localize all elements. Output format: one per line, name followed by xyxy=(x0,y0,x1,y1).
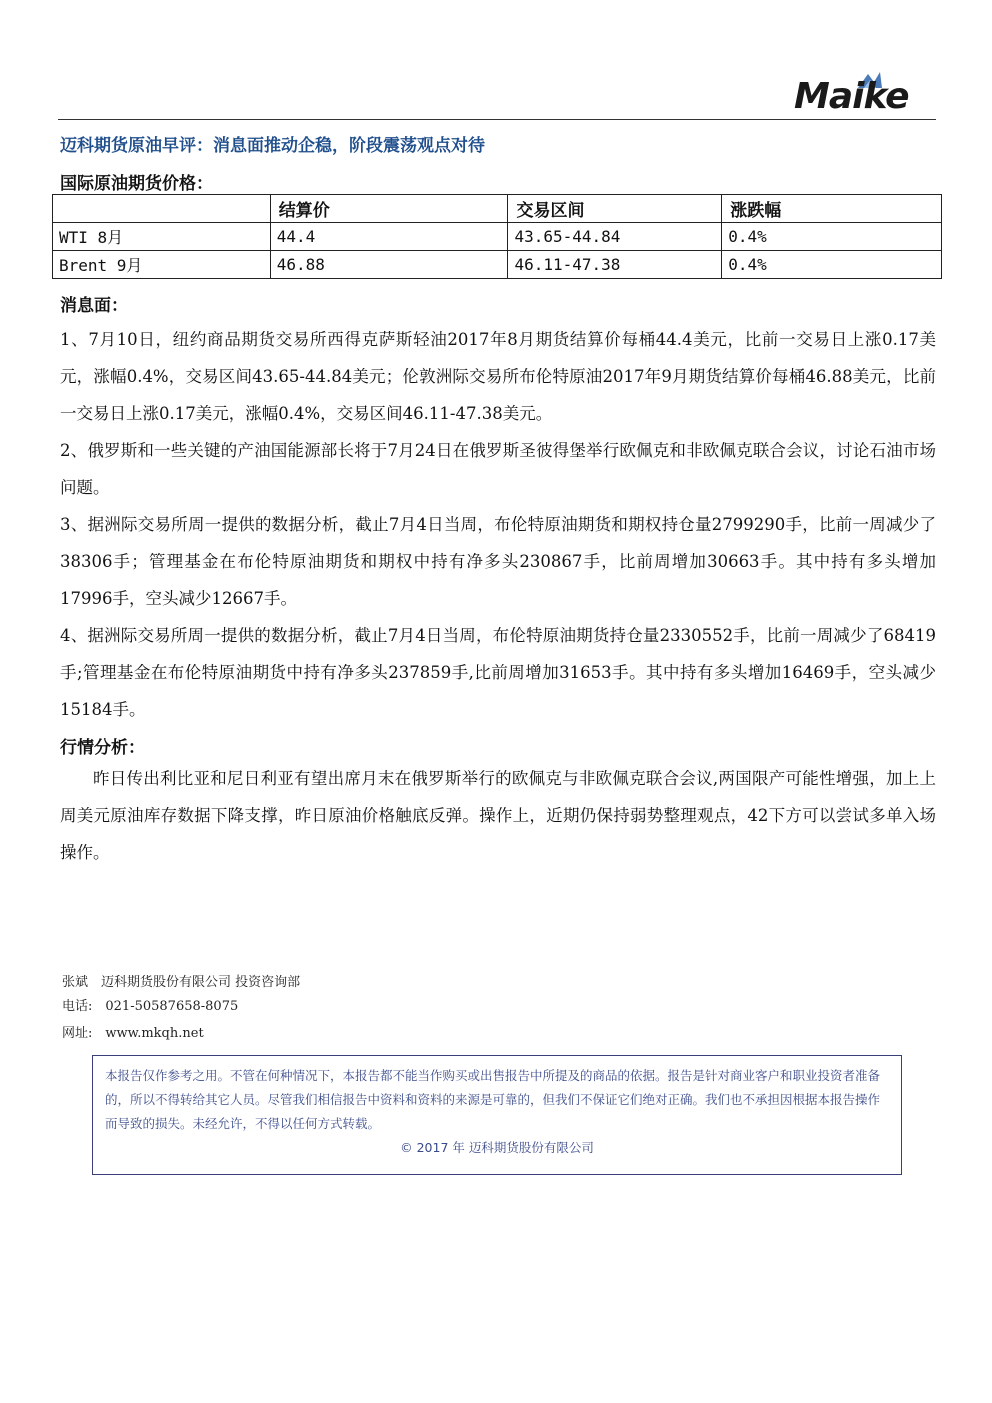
news-item-4: 4、据洲际交易所周一提供的数据分析，截止7月4日当周，布伦特原油期货持仓量2330552手，比前一周减少了68419手;管理基金在布伦特原油期货中持有净多头237859手,比前周增加31653手。其中持有多头增加16469手，空头减少15184手。 xyxy=(60,626,936,719)
analysis-text: 昨日传出利比亚和尼日利亚有望出席月末在俄罗斯举行的欧佩克与非欧佩克联合会议,两国限产可能性增强，加上上周美元原油库存数据下降支撑，昨日原油价格触底反弹。操作上，近期仍保持弱势整理观点，42下方可以尝试多单入场操作。 xyxy=(60,769,936,862)
news-heading: 消息面： xyxy=(60,296,128,316)
analysis-heading: 行情分析： xyxy=(60,738,145,758)
table-row xyxy=(53,251,942,279)
prices-heading: 国际原油期货价格： xyxy=(60,174,213,194)
price-table xyxy=(52,194,942,279)
table-cell: 0.4% xyxy=(722,251,942,279)
table-cell: 0.4% xyxy=(722,223,942,251)
column-header xyxy=(53,195,271,223)
disclaimer-box xyxy=(92,1055,902,1175)
disclaimer-text: 本报告仅作参考之用。不管在何种情况下，本报告都不能当作购买或出售报告中所提及的商品的依据。报告是针对商业客户和职业投资者准备的，所以不得转给其它人员。尽管我们相信报告中资料和资料的来源是可靠的，但我们不保证它们绝对正确。我们也不承担因根据本报告操作而导致的损失。未经允许，不得以任何方式转载。 xyxy=(105,1068,881,1131)
column-header: 涨跌幅 xyxy=(722,195,942,223)
table-cell: WTI 8月 xyxy=(53,223,271,251)
table-cell: 43.65-44.84 xyxy=(508,223,722,251)
news-item-2: 2、俄罗斯和一些关键的产油国能源部长将于7月24日在俄罗斯圣彼得堡举行欧佩克和非欧佩克联合会议，讨论石油市场问题。 xyxy=(60,441,936,497)
table-cell: 46.11-47.38 xyxy=(508,251,722,279)
page-title: 迈科期货原油早评：消息面推动企稳，阶段震荡观点对待 xyxy=(60,136,485,156)
copyright: © 2017 年 迈科期货股份有限公司 xyxy=(400,1140,594,1155)
header-rule xyxy=(58,119,936,120)
logo-text: Maike xyxy=(794,76,909,117)
footer-website: 网址: www.mkqh.net xyxy=(62,1026,204,1041)
footer-phone: 电话: 021-50587658-8075 xyxy=(62,999,239,1014)
table-cell: 44.4 xyxy=(270,223,508,251)
table-cell: 46.88 xyxy=(270,251,508,279)
column-header: 交易区间 xyxy=(508,195,722,223)
column-header: 结算价 xyxy=(270,195,508,223)
table-row xyxy=(53,223,942,251)
table-header-row xyxy=(53,195,942,223)
news-item-1: 1、7月10日，纽约商品期货交易所西得克萨斯轻油2017年8月期货结算价每桶44.4美元，比前一交易日上涨0.17美元，涨幅0.4%，交易区间43.65-44.84美元；伦敦洲际交易所布伦特原油2017年9月期货结算价每桶46.88美元，比前一交易日上涨0.17美元，涨幅0.4%，交易区间46.11-47.38美元。 xyxy=(60,330,936,423)
footer-author: 张斌 迈科期货股份有限公司 投资咨询部 xyxy=(62,975,301,990)
table-cell: Brent 9月 xyxy=(53,251,271,279)
news-item-3: 3、据洲际交易所周一提供的数据分析，截止7月4日当周，布伦特原油期货和期权持仓量2799290手，比前一周减少了38306手；管理基金在布伦特原油期货和期权中持有净多头230867手，比前周增加30663手。其中持有多头增加17996手，空头减少12667手。 xyxy=(60,515,936,608)
maike-logo xyxy=(794,70,934,116)
